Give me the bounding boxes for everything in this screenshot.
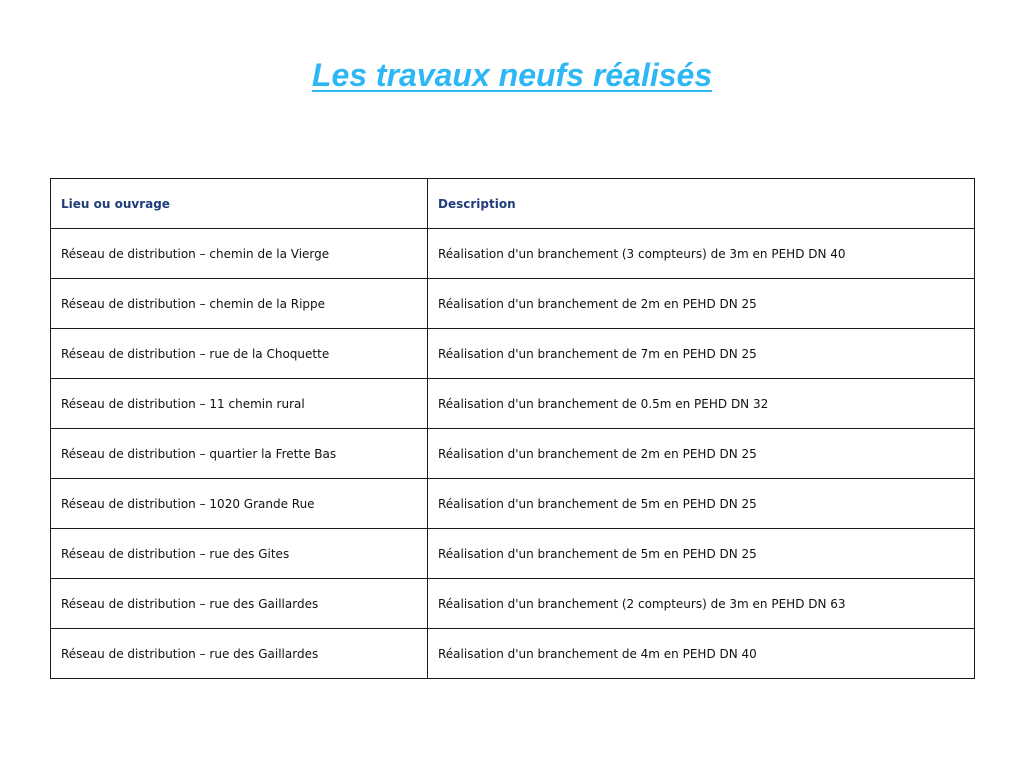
cell-lieu: Réseau de distribution – 11 chemin rural [51,379,428,429]
cell-lieu: Réseau de distribution – 1020 Grande Rue [51,479,428,529]
cell-description: Réalisation d'un branchement de 5m en PEHD DN 25 [428,479,975,529]
table-row [51,279,975,329]
cell-description: Réalisation d'un branchement de 4m en PEHD DN 40 [428,629,975,679]
cell-description: Réalisation d'un branchement (3 compteurs) de 3m en PEHD DN 40 [428,229,975,279]
cell-description: Réalisation d'un branchement de 0.5m en PEHD DN 32 [428,379,975,429]
header-description: Description [428,179,975,229]
works-table [50,178,975,679]
cell-description: Réalisation d'un branchement de 5m en PEHD DN 25 [428,529,975,579]
cell-lieu: Réseau de distribution – rue des Gaillardes [51,629,428,679]
cell-lieu: Réseau de distribution – chemin de la Vierge [51,229,428,279]
table-header-row [51,179,975,229]
table-row [51,529,975,579]
table-row [51,629,975,679]
cell-lieu: Réseau de distribution – quartier la Frette Bas [51,429,428,479]
cell-description: Réalisation d'un branchement de 7m en PEHD DN 25 [428,329,975,379]
table-row [51,379,975,429]
table-row [51,579,975,629]
header-lieu-ou-ouvrage: Lieu ou ouvrage [51,179,428,229]
cell-lieu: Réseau de distribution – rue des Gaillardes [51,579,428,629]
page-title: Les travaux neufs réalisés [311,57,713,93]
cell-lieu: Réseau de distribution – rue des Gites [51,529,428,579]
cell-description: Réalisation d'un branchement (2 compteurs) de 3m en PEHD DN 63 [428,579,975,629]
cell-lieu: Réseau de distribution – chemin de la Rippe [51,279,428,329]
cell-lieu: Réseau de distribution – rue de la Choquette [51,329,428,379]
table-row [51,429,975,479]
table-row [51,329,975,379]
table-row [51,229,975,279]
table-row [51,479,975,529]
cell-description: Réalisation d'un branchement de 2m en PEHD DN 25 [428,279,975,329]
cell-description: Réalisation d'un branchement de 2m en PEHD DN 25 [428,429,975,479]
